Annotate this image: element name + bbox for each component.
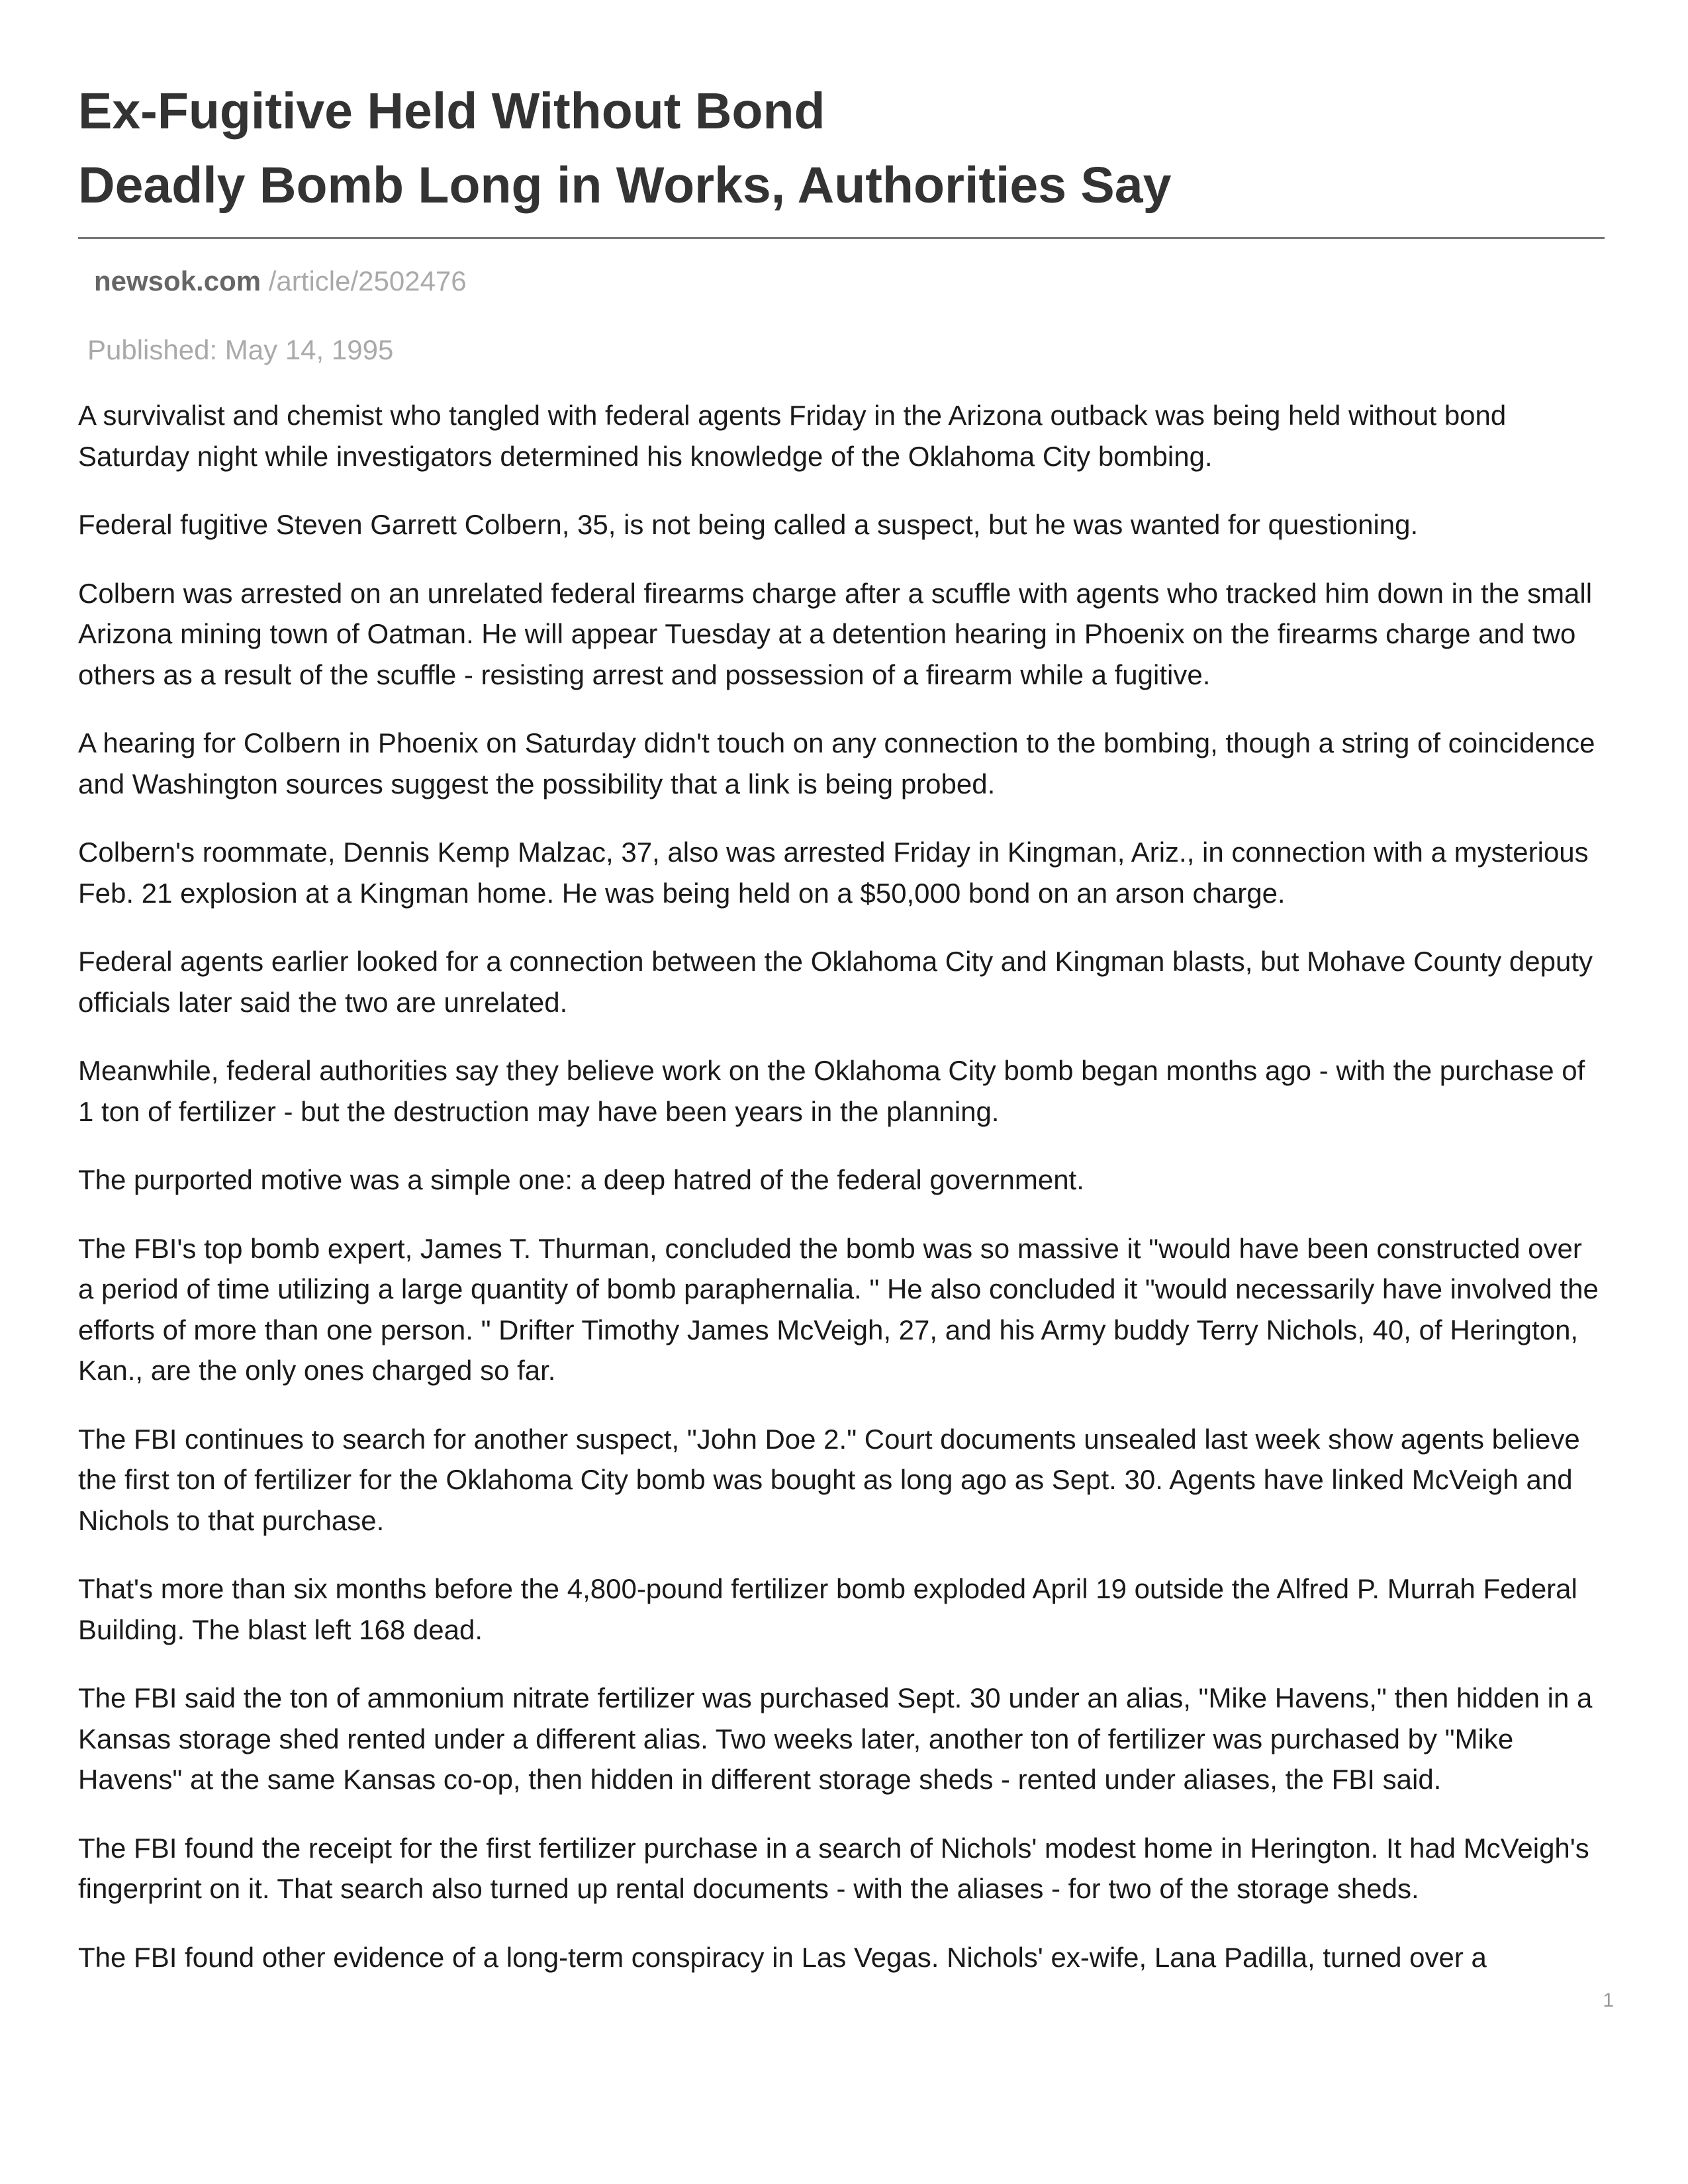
paragraph: The FBI found the receipt for the first fertilizer purchase in a search of Nichols' modest home in Herington. It had McVeigh's fingerprint on it. That search also turned up rental documents - with the aliases - for two of the storage sheds. (78, 1832, 1589, 1904)
paragraph: Colbern's roommate, Dennis Kemp Malzac, 37, also was arrested Friday in Kingman, Ariz., in connection with a mysterious Feb. 21 explosion at a Kingman home. He was being held on a $50,000 bond on an arson charge. (78, 837, 1589, 909)
paragraph: The FBI's top bomb expert, James T. Thurman, concluded the bomb was so massive it "would have been constructed over a period of time utilizing a large quantity of bomb paraphernalia. " He also concluded it "would necessarily have involved the efforts of more than one person. " Drifter Timothy James McVeigh, 27, and his Army buddy Terry Nichols, 40, of Herington, Kan., are the only ones charged so far. (78, 1232, 1599, 1386)
paragraph: Colbern was arrested on an unrelated federal firearms charge after a scuffle with agents who tracked him down in the small Arizona mining town of Oatman. He will appear Tuesday at a detention hearing in Phoenix on the firearms charge and two others as a result of the scuffle - resisting arrest and possession of a firearm while a fugitive. (78, 577, 1593, 690)
paragraph: The FBI continues to search for another suspect, "John Doe 2." Court documents unsealed last week show agents believe the first ton of fertilizer for the Oklahoma City bomb was bought as long ago as Sept. 30. Agents have linked McVeigh and Nichols to that purchase. (78, 1423, 1580, 1536)
headline-divider (78, 237, 1605, 239)
paragraph: A hearing for Colbern in Phoenix on Saturday didn't touch on any connection to the bombing, though a string of coincidence and Washington sources suggest the possibility that a link is being probed. (78, 727, 1595, 799)
article-page (78, 74, 1605, 2005)
published-date: Published: May 14, 1995 (87, 334, 394, 365)
paragraph: That's more than six months before the 4,800-pound fertilizer bomb exploded April 19 outside the Alfred P. Murrah Federal Building. The blast left 168 dead. (78, 1573, 1577, 1645)
article-headline (78, 74, 1605, 222)
page-number: 1 (1603, 1989, 1614, 2011)
paragraph: The FBI said the ton of ammonium nitrate fertilizer was purchased Sept. 30 under an alias, "Mike Havens," then hidden in a Kansas storage shed rented under a different alias. Two weeks later, another ton of fertilizer was purchased by "Mike Havens" at the same Kansas co-op, then hidden in different storage sheds - rented under aliases, the FBI said. (78, 1682, 1593, 1795)
headline-line-2: Deadly Bomb Long in Works, Authorities Say (78, 157, 1172, 214)
source-url[interactable] (78, 261, 1605, 301)
paragraph: Federal fugitive Steven Garrett Colbern, 35, is not being called a suspect, but he was wanted for questioning. (78, 509, 1419, 540)
source-domain[interactable]: newsok.com (94, 265, 261, 296)
paragraph: The purported motive was a simple one: a deep hatred of the federal government. (78, 1164, 1084, 1195)
source-path[interactable]: /article/2502476 (268, 265, 467, 296)
paragraph: A survivalist and chemist who tangled with federal agents Friday in the Arizona outback was being held without bond Saturday night while investigators determined his knowledge of the Oklahoma City bombing. (78, 400, 1507, 472)
article-body (78, 395, 1605, 1978)
headline-line-1: Ex-Fugitive Held Without Bond (78, 83, 825, 140)
paragraph: Meanwhile, federal authorities say they believe work on the Oklahoma City bomb began months ago - with the purchase of 1 ton of fertilizer - but the destruction may have been years in the planning. (78, 1055, 1585, 1127)
paragraph: Federal agents earlier looked for a connection between the Oklahoma City and Kingman blasts, but Mohave County deputy officials later said the two are unrelated. (78, 946, 1593, 1018)
paragraph: The FBI found other evidence of a long-term conspiracy in Las Vegas. Nichols' ex-wife, Lana Padilla, turned over a (78, 1941, 1487, 1973)
